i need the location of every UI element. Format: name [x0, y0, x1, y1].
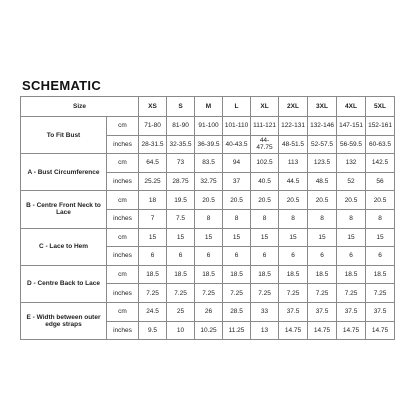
measurement-row	[21, 154, 395, 173]
unit-cell: inches	[107, 209, 139, 228]
value-cell: 15	[223, 228, 251, 247]
value-cell: 7.25	[366, 284, 395, 303]
value-cell: 111-121	[251, 117, 279, 136]
size-header-cell: L	[223, 97, 251, 117]
value-cell: 152-161	[366, 117, 395, 136]
value-cell: 10	[167, 321, 195, 340]
value-cell: 7.25	[337, 284, 366, 303]
value-cell: 7.25	[223, 284, 251, 303]
value-cell: 15	[195, 228, 223, 247]
value-cell: 7.25	[139, 284, 167, 303]
unit-cell: cm	[107, 191, 139, 210]
value-cell: 6	[195, 247, 223, 266]
unit-cell: inches	[107, 135, 139, 154]
value-cell: 8	[251, 209, 279, 228]
unit-cell: inches	[107, 172, 139, 191]
value-cell: 8	[279, 209, 308, 228]
unit-cell: inches	[107, 247, 139, 266]
value-cell: 56-59.5	[337, 135, 366, 154]
size-header-cell: 2XL	[279, 97, 308, 117]
value-cell: 37.5	[308, 302, 337, 321]
value-cell: 18.5	[308, 265, 337, 284]
unit-cell: cm	[107, 302, 139, 321]
value-cell: 52-57.5	[308, 135, 337, 154]
value-cell: 14.75	[308, 321, 337, 340]
measurement-label: A - Bust Circumference	[21, 154, 107, 191]
value-cell: 28.5	[223, 302, 251, 321]
value-cell: 147-151	[337, 117, 366, 136]
value-cell: 7.25	[167, 284, 195, 303]
value-cell: 8	[366, 209, 395, 228]
value-cell: 113	[279, 154, 308, 173]
size-header-cell: M	[195, 97, 223, 117]
measurement-label: To Fit Bust	[21, 117, 107, 154]
value-cell: 142.5	[366, 154, 395, 173]
value-cell: 37	[223, 172, 251, 191]
value-cell: 20.5	[251, 191, 279, 210]
value-cell: 7.25	[308, 284, 337, 303]
value-cell: 14.75	[279, 321, 308, 340]
value-cell: 18.5	[167, 265, 195, 284]
value-cell: 44.5	[279, 172, 308, 191]
value-cell: 122-131	[279, 117, 308, 136]
size-header-row	[21, 97, 395, 117]
unit-cell: cm	[107, 228, 139, 247]
size-chart-body	[21, 97, 395, 340]
value-cell: 15	[251, 228, 279, 247]
value-cell: 14.75	[337, 321, 366, 340]
value-cell: 71-80	[139, 117, 167, 136]
unit-cell: cm	[107, 154, 139, 173]
value-cell: 132	[337, 154, 366, 173]
size-header-cell: XS	[139, 97, 167, 117]
value-cell: 13	[251, 321, 279, 340]
value-cell: 15	[366, 228, 395, 247]
value-cell: 6	[251, 247, 279, 266]
value-cell: 24.5	[139, 302, 167, 321]
measurement-label: D - Centre Back to Lace	[21, 265, 107, 302]
value-cell: 40-43.5	[223, 135, 251, 154]
value-cell: 18.5	[195, 265, 223, 284]
value-cell: 15	[139, 228, 167, 247]
value-cell: 18	[139, 191, 167, 210]
measurement-label: E - Width between outer edge straps	[21, 302, 107, 339]
value-cell: 19.5	[167, 191, 195, 210]
size-header-cell: 3XL	[308, 97, 337, 117]
value-cell: 14.75	[366, 321, 395, 340]
unit-cell: cm	[107, 265, 139, 284]
value-cell: 81-90	[167, 117, 195, 136]
value-cell: 101-110	[223, 117, 251, 136]
value-cell: 6	[139, 247, 167, 266]
value-cell: 9.5	[139, 321, 167, 340]
size-header-cell: 5XL	[366, 97, 395, 117]
value-cell: 73	[167, 154, 195, 173]
value-cell: 28.75	[167, 172, 195, 191]
value-cell: 7.25	[195, 284, 223, 303]
value-cell: 32-35.5	[167, 135, 195, 154]
value-cell: 6	[308, 247, 337, 266]
value-cell: 20.5	[308, 191, 337, 210]
unit-cell: inches	[107, 321, 139, 340]
value-cell: 91-100	[195, 117, 223, 136]
measurement-row	[21, 302, 395, 321]
value-cell: 25	[167, 302, 195, 321]
value-cell: 48-51.5	[279, 135, 308, 154]
value-cell: 33	[251, 302, 279, 321]
value-cell: 7	[139, 209, 167, 228]
value-cell: 20.5	[337, 191, 366, 210]
value-cell: 15	[337, 228, 366, 247]
value-cell: 48.5	[308, 172, 337, 191]
value-cell: 15	[167, 228, 195, 247]
value-cell: 56	[366, 172, 395, 191]
unit-cell: inches	[107, 284, 139, 303]
value-cell: 10.25	[195, 321, 223, 340]
size-chart-table	[20, 96, 395, 340]
value-cell: 28-31.5	[139, 135, 167, 154]
measurement-label: B - Centre Front Neck to Lace	[21, 191, 107, 228]
value-cell: 18.5	[223, 265, 251, 284]
value-cell: 60-63.5	[366, 135, 395, 154]
measurement-label: C - Lace to Hem	[21, 228, 107, 265]
value-cell: 6	[223, 247, 251, 266]
measurement-row	[21, 265, 395, 284]
value-cell: 8	[195, 209, 223, 228]
value-cell: 6	[167, 247, 195, 266]
value-cell: 102.5	[251, 154, 279, 173]
value-cell: 18.5	[337, 265, 366, 284]
value-cell: 26	[195, 302, 223, 321]
value-cell: 123.5	[308, 154, 337, 173]
value-cell: 36-39.5	[195, 135, 223, 154]
value-cell: 25.25	[139, 172, 167, 191]
value-cell: 20.5	[195, 191, 223, 210]
size-header-label: Size	[21, 97, 139, 117]
value-cell: 18.5	[279, 265, 308, 284]
value-cell: 44-47.75	[251, 135, 279, 154]
measurement-row	[21, 228, 395, 247]
value-cell: 18.5	[366, 265, 395, 284]
measurement-row	[21, 191, 395, 210]
value-cell: 6	[337, 247, 366, 266]
value-cell: 20.5	[366, 191, 395, 210]
size-header-cell: S	[167, 97, 195, 117]
value-cell: 37.5	[279, 302, 308, 321]
value-cell: 32.75	[195, 172, 223, 191]
value-cell: 6	[279, 247, 308, 266]
value-cell: 8	[223, 209, 251, 228]
value-cell: 15	[308, 228, 337, 247]
value-cell: 8	[308, 209, 337, 228]
value-cell: 37.5	[366, 302, 395, 321]
value-cell: 7.25	[279, 284, 308, 303]
value-cell: 20.5	[279, 191, 308, 210]
value-cell: 83.5	[195, 154, 223, 173]
value-cell: 64.5	[139, 154, 167, 173]
value-cell: 11.25	[223, 321, 251, 340]
value-cell: 20.5	[223, 191, 251, 210]
value-cell: 8	[337, 209, 366, 228]
measurement-row	[21, 117, 395, 136]
value-cell: 7.25	[251, 284, 279, 303]
value-cell: 37.5	[337, 302, 366, 321]
unit-cell: cm	[107, 117, 139, 136]
value-cell: 15	[279, 228, 308, 247]
value-cell: 18.5	[251, 265, 279, 284]
size-header-cell: XL	[251, 97, 279, 117]
value-cell: 6	[366, 247, 395, 266]
value-cell: 94	[223, 154, 251, 173]
value-cell: 132-146	[308, 117, 337, 136]
size-header-cell: 4XL	[337, 97, 366, 117]
value-cell: 52	[337, 172, 366, 191]
page-title: SCHEMATIC	[22, 78, 102, 93]
value-cell: 7.5	[167, 209, 195, 228]
value-cell: 40.5	[251, 172, 279, 191]
value-cell: 18.5	[139, 265, 167, 284]
